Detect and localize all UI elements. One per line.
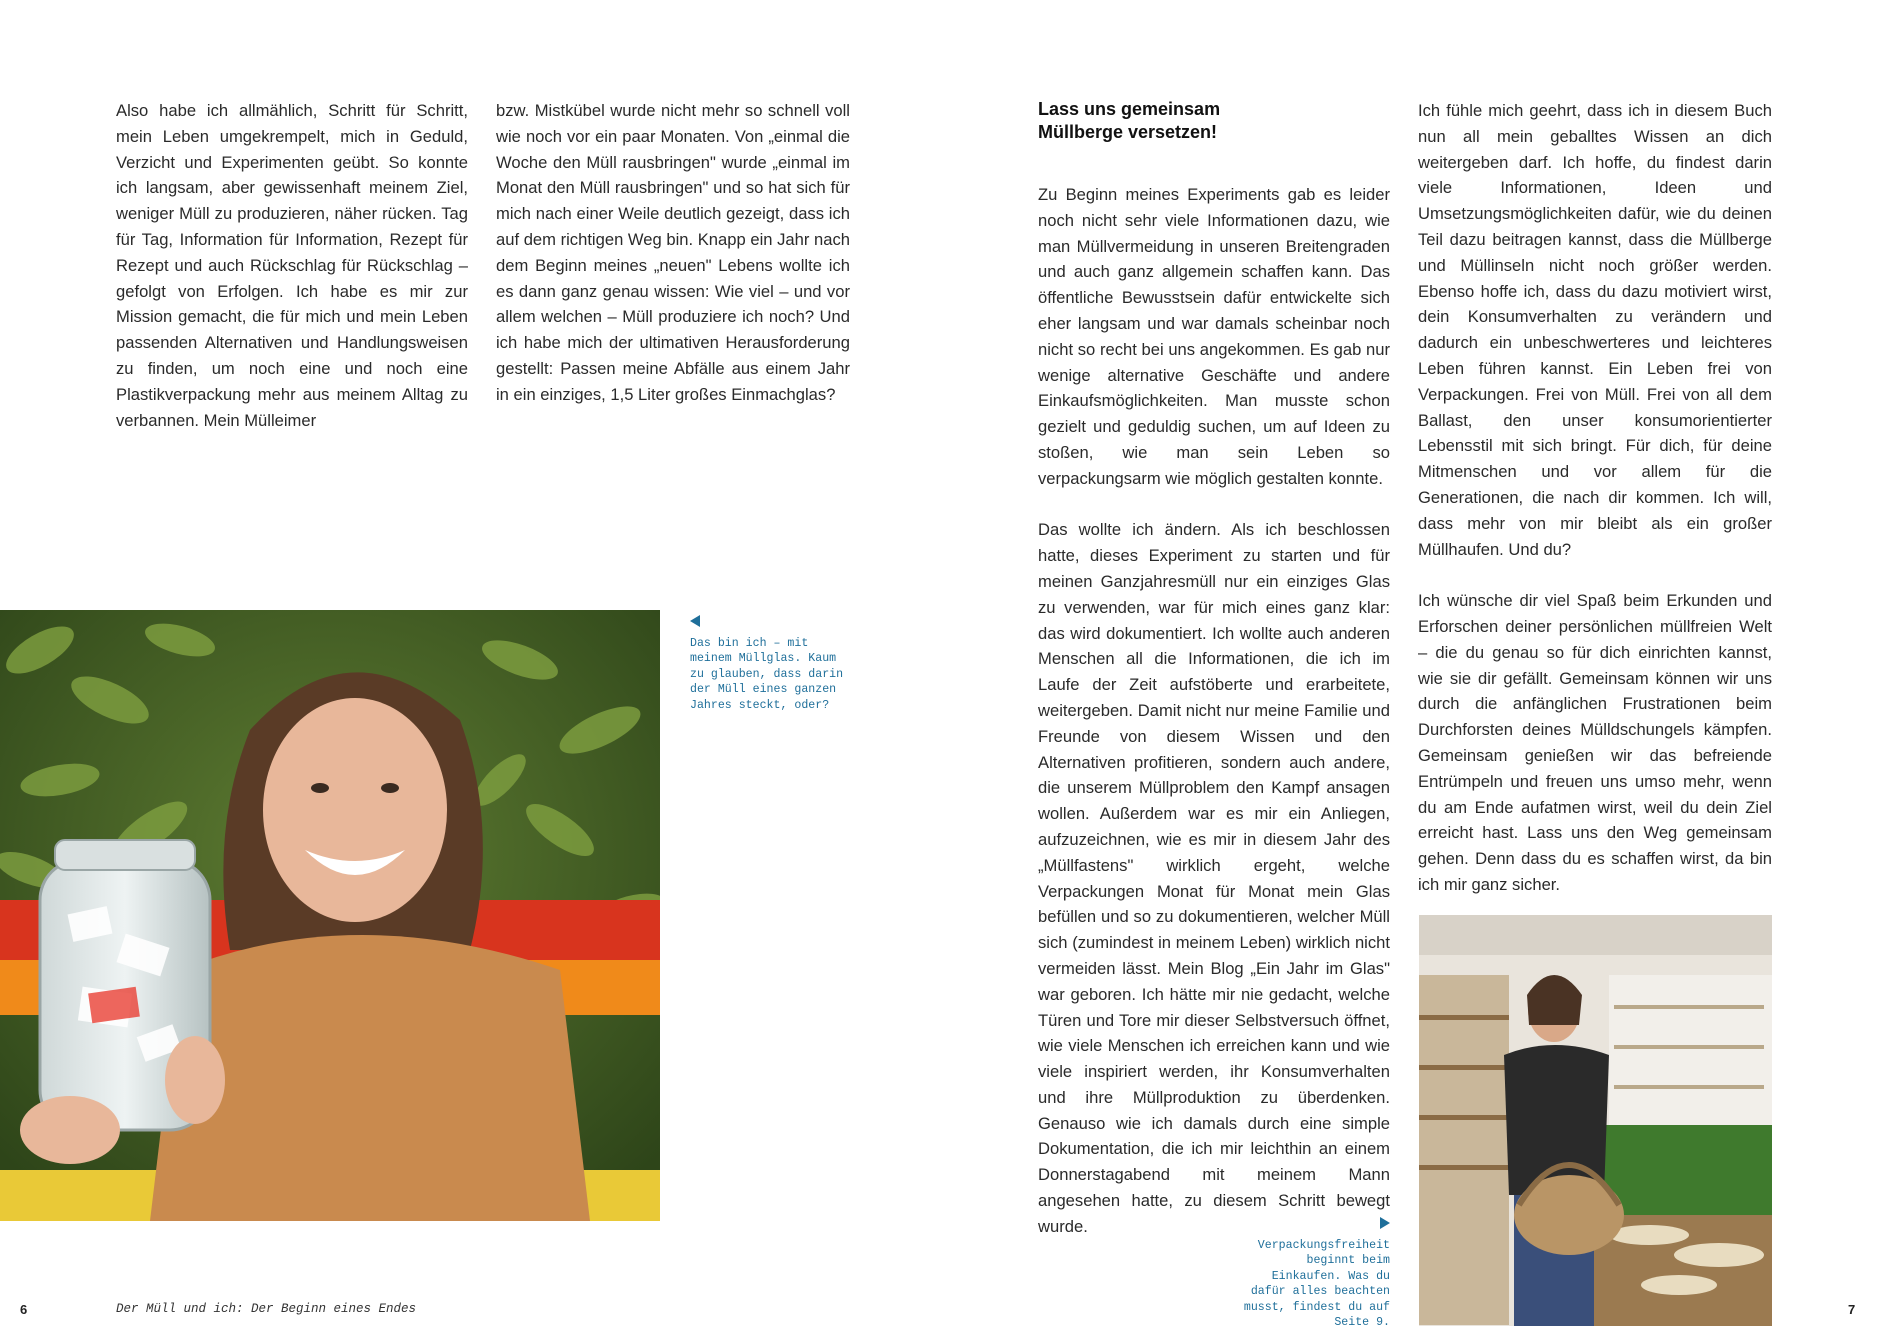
left-col2-paragraph: bzw. Mistkübel wurde nicht mehr so schnell voll wie noch vor ein paar Monaten. Von „einmal die Woche den Müll rausbringen" wurde „einmal im Monat den Müll rausbringen" und so hat sich für mich nach einer Weile deutlich gezeigt, dass ich auf dem richtigen Weg bin. Knapp ein Jahr nach dem Beginn meines „neuen" Lebens wollte ich es dann ganz genau wissen: Wie viel – und vor allem welchen – Müll produziere ich noch? Und ich habe mich der ultimativen Herausforderung gestellt: Passen meine Abfälle aus einem Jahr in ein einziges, 1,5 Liter großes Einmachglas? <box>496 101 850 404</box>
right-col2-paragraph-1: Ich fühle mich geehrt, dass ich in diesem Buch nun all mein geballtes Wissen an dich weitergeben darf. Ich hoffe, du findest darin viele Informationen, Ideen und Umsetzungsmöglichkeiten dafür, wie du deinen Teil dazu beitragen kannst, dass die Müllberge und Müllinseln nicht noch größer werden. Ebenso hoffe ich, dass du dazu motiviert wirst, dein Konsumverhalten zu verändern und dadurch ein unbeschwerteres und leichteres Leben führen kannst. Ein Leben frei von Verpackungen. Frei von Müll. Frei von all dem Ballast, den unser konsumorientierter Lebensstil mit sich bringt. Für dich, für deine Mitmenschen und vor allem für die Generationen, die nach dir kommen. Ich will, dass mehr von mir bleibt als ein großer Müllhaufen. Und du? <box>1418 101 1772 559</box>
right-column-1 <box>1038 98 1390 1240</box>
left-page <box>0 0 940 1326</box>
photo-woman-in-shop-illustration <box>1419 915 1772 1326</box>
right-page <box>940 0 1880 1330</box>
running-title: Der Müll und ich: Der Beginn eines Endes <box>116 1302 417 1316</box>
caption-arrow-left-icon <box>690 615 700 627</box>
left-column-2 <box>496 98 850 408</box>
right-col2-paragraph-2: Ich wünsche dir viel Spaß beim Erkunden und Erforschen deiner persönlichen müllfreien Welt – die du genau so für dich einrichten kannst, wie sie dir gefällt. Gemeinsam können wir uns durch die anfänglichen Frustrationen beim Durchforsten deines Mülldschungels kämpfen. Gemeinsam genießen wir das befreiende Entrümpeln und freuen uns umso mehr, wenn du am Ende aufatmen wirst, weil du dein Ziel erreicht hast. Lass uns den Weg gemeinsam gehen. Denn dass du es schaffen wirst, da bin ich mir ganz sicher. <box>1418 591 1772 894</box>
photo-woman-in-shop <box>1419 915 1772 1326</box>
right-photo-caption: Verpackungsfreiheit beginnt beim Einkaufen. Was du dafür alles beachten musst, findest du auf Seite 9. <box>1243 1239 1390 1330</box>
section-heading: Lass uns gemeinsam Müllberge versetzen! <box>1038 99 1221 142</box>
photo-woman-with-jar-illustration <box>0 610 660 1221</box>
left-photo-caption: Das bin ich – mit meinem Müllglas. Kaum zu glauben, dass darin der Müll eines ganzen Jahres steckt, oder? <box>690 637 844 712</box>
page-number-left: 6 <box>20 1302 28 1317</box>
left-column-1 <box>116 98 468 433</box>
caption-arrow-right-icon <box>1380 1217 1390 1229</box>
right-col1-paragraph-2: Das wollte ich ändern. Als ich beschlossen hatte, dieses Experiment zu starten und für meinen Ganzjahresmüll nur ein einziges Glas zu verwenden, war für mich eines ganz klar: das wird dokumentiert. Ich wollte auch anderen Menschen all die Informationen, die ich im Laufe der Zeit aufstöberte und erarbeitete, weitergeben. Damit nicht nur meine Familie und Freunde von diesem Wissen und den Alternativen profitieren, sondern auch andere, die unserem Müllproblem den Kampf ansagen wollen. Außerdem war es mir ein Anliegen, aufzuzeichnen, wie es mir in diesem Jahr des „Müllfastens" wirklich ergeht, welche Verpackungen Monat für Monat mein Glas befüllen und so zu dokumentieren, welcher Müll sich (zumindest in meinem Leben) wirklich nicht vermeiden lässt. Mein Blog „Ein Jahr im Glas" war geboren. Ich hätte mir nie gedacht, welche Türen und Tore mir dieser Selbstversuch öffnet, wie viele Menschen ich erreichen kann und wie viele inspiriert werden, ihr Konsumverhalten und ihre Müllproduktion zu überdenken. Genauso wie ich damals durch eine simple Dokumentation, die ich mir leichthin an einem Donnerstagabend mit meinem Mann angesehen hatte, zu diesem Schritt bewegt wurde. <box>1038 520 1390 1236</box>
page-number-right: 7 <box>1848 1302 1856 1317</box>
right-column-2 <box>1418 98 1772 898</box>
photo-woman-with-jar <box>0 610 660 1221</box>
right-col1-paragraph-1: Zu Beginn meines Experiments gab es leider noch nicht sehr viele Informationen dazu, wie man Müllvermeidung in unseren Breitengraden und auch ganz allgemein schaffen kann. Das öffentliche Bewusstsein dafür entwickelte sich eher langsam und war damals scheinbar noch nicht so recht bei uns angekommen. Es gab nur wenige alternative Geschäfte und andere Einkaufsmöglichkeiten. Man musste schon gezielt und geduldig suchen, um auf Ideen zu stoßen, wie man sein Leben so verpackungsarm wie möglich gestalten konnte. <box>1038 185 1390 488</box>
left-col1-paragraph: Also habe ich allmählich, Schritt für Schritt, mein Leben umgekrempelt, mich in Geduld, Verzicht und Experimenten geübt. So konnte ich langsam, aber gewissenhaft meinem Ziel, weniger Müll zu produzieren, näher rücken. Tag für Tag, Information für Information, Rezept für Rezept und auch Rückschlag für Rückschlag – gefolgt von Erfolgen. Ich habe es mir zur Mission gemacht, die für mich und mein Leben passenden Alternativen und Handlungsweisen zu finden, um noch eine und noch eine Plastikverpackung mehr aus meinem Alltag zu verbannen. Mein Mülleimer <box>116 101 468 430</box>
